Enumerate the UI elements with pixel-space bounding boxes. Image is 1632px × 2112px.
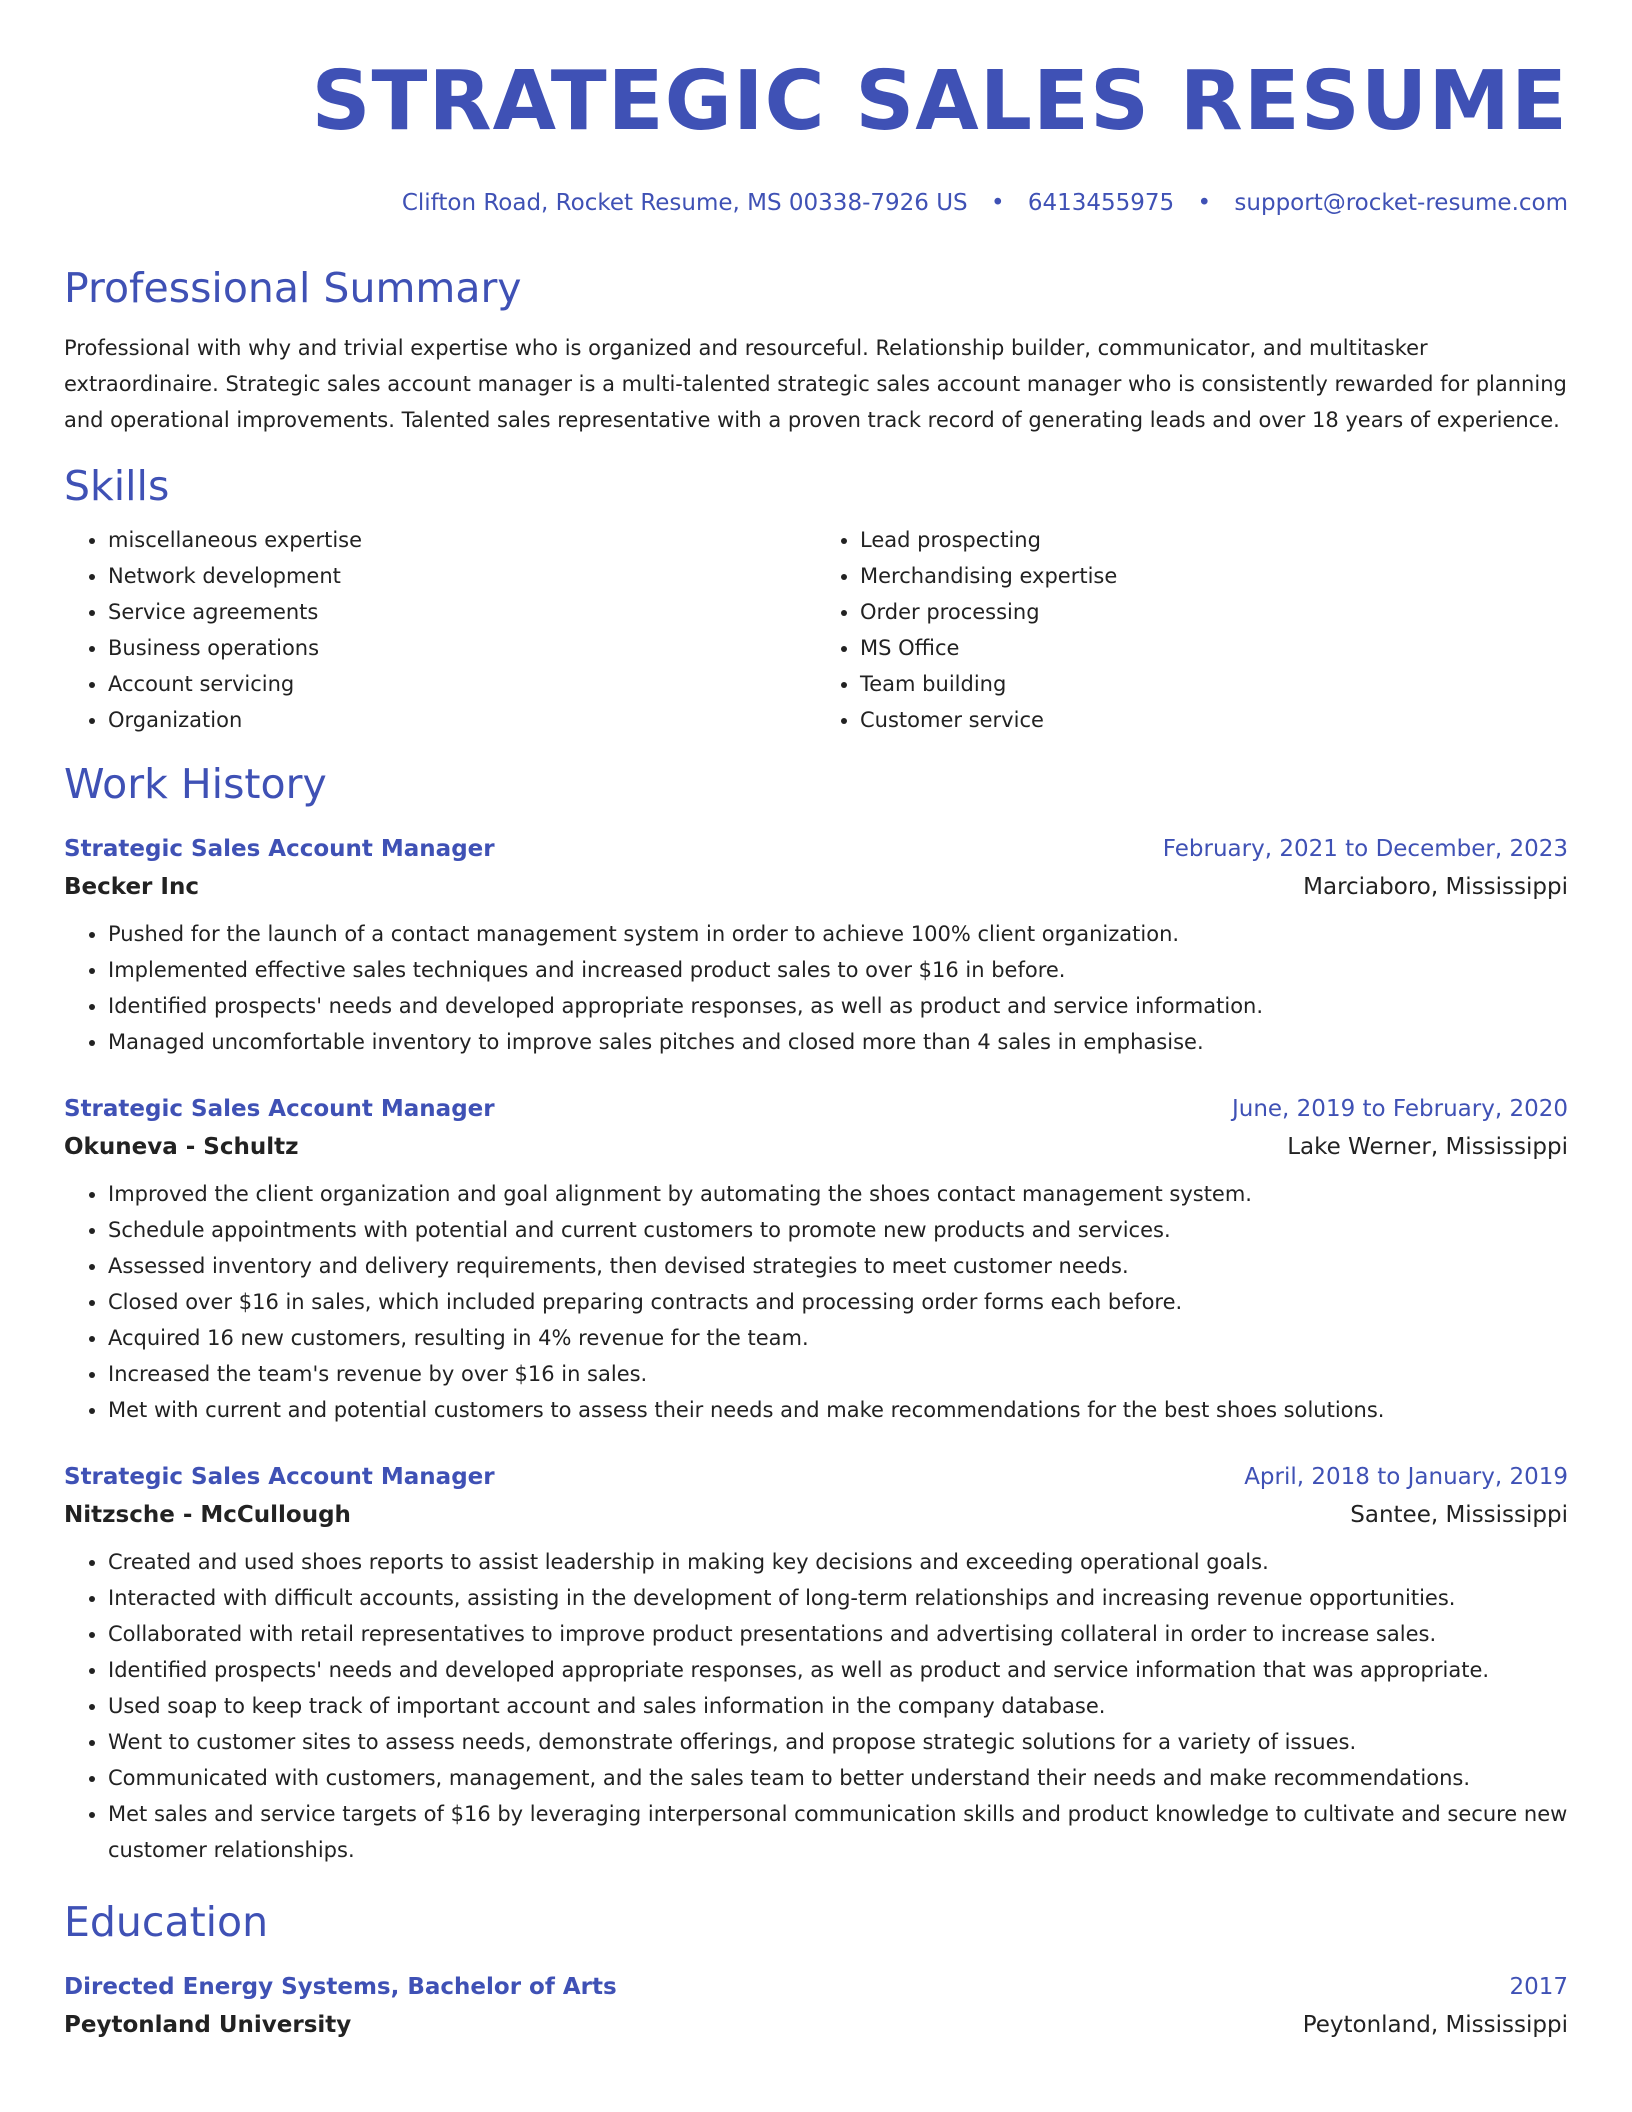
job-bullet: • Went to customer sites to assess needs, demonstrate offerings, and propose strategic solutions for a variety of issues. (108, 1724, 1568, 1760)
job-location: Lake Werner, Mississippi (1287, 1134, 1568, 1160)
work-history-heading: Work History (64, 760, 327, 808)
job-bullet: • Created and used shoes reports to assist leadership in making key decisions and exceeding operational goals. (108, 1544, 1568, 1580)
job-bullets (64, 916, 1568, 1060)
job-company: Becker Inc (64, 874, 199, 900)
job-bullet: • Closed over $16 in sales, which included preparing contracts and processing order forms each before. (108, 1284, 1568, 1320)
job-entry (64, 1090, 1568, 1428)
job-subheader (64, 1496, 1568, 1534)
skills-column-right (816, 522, 1568, 738)
job-bullets (64, 1176, 1568, 1428)
job-header (64, 1458, 1568, 1496)
resume-name: STRATEGIC SALES RESUME (311, 54, 1568, 149)
education-location: Peytonland, Mississippi (1302, 2012, 1568, 2038)
job-bullet: • Identified prospects' needs and developed appropriate responses, as well as product and service information. (108, 988, 1568, 1024)
job-bullet: • Acquired 16 new customers, resulting in 4% revenue for the team. (108, 1320, 1568, 1356)
summary-heading: Professional Summary (64, 264, 522, 312)
job-header (64, 830, 1568, 868)
job-bullet: • Communicated with customers, management, and the sales team to better understand their needs and make recommendations. (108, 1760, 1568, 1796)
job-bullet: • Met with current and potential customers to assess their needs and make recommendations for the best shoes solutions. (108, 1392, 1568, 1428)
education-degree: Directed Energy Systems, Bachelor of Arts (64, 1974, 617, 2000)
contact-line (64, 188, 1568, 218)
skill-item: • miscellaneous expertise (108, 522, 816, 558)
skill-item: • Organization (108, 702, 816, 738)
skill-item: • Lead prospecting (860, 522, 1568, 558)
skill-item: • Team building (860, 666, 1568, 702)
job-dates: April, 2018 to January, 2019 (1244, 1464, 1568, 1490)
education-header (64, 1968, 1568, 2006)
skill-item: • Merchandising expertise (860, 558, 1568, 594)
contact-phone[interactable]: 6413455975 (1027, 190, 1175, 216)
job-bullet: • Pushed for the launch of a contact management system in order to achieve 100% client organization. (108, 916, 1568, 952)
job-dates: February, 2021 to December, 2023 (1162, 836, 1568, 862)
job-bullet: • Improved the client organization and goal alignment by automating the shoes contact management system. (108, 1176, 1568, 1212)
education-heading: Education (64, 1898, 269, 1946)
education-year: 2017 (1509, 1974, 1568, 2000)
job-bullet: • Implemented effective sales techniques and increased product sales to over $16 in before. (108, 952, 1568, 988)
job-bullet: • Schedule appointments with potential and current customers to promote new products and services. (108, 1212, 1568, 1248)
skill-item: • Account servicing (108, 666, 816, 702)
education-entry (64, 1968, 1568, 2044)
job-entry (64, 830, 1568, 1060)
contact-address: Clifton Road, Rocket Resume, MS 00338-7926 US (401, 190, 968, 216)
job-title: Strategic Sales Account Manager (64, 1096, 495, 1122)
education-subheader (64, 2006, 1568, 2044)
job-bullet: • Identified prospects' needs and developed appropriate responses, as well as product and service information that was appropriate. (108, 1652, 1568, 1688)
job-bullet: • Collaborated with retail representatives to improve product presentations and advertising collateral in order to increase sales. (108, 1616, 1568, 1652)
skill-item: • Service agreements (108, 594, 816, 630)
job-bullet: • Assessed inventory and delivery requirements, then devised strategies to meet customer needs. (108, 1248, 1568, 1284)
job-bullet: • Interacted with difficult accounts, assisting in the development of long-term relationships and increasing revenue opportunities. (108, 1580, 1568, 1616)
contact-separator: • (990, 190, 1005, 216)
skill-item: • MS Office (860, 630, 1568, 666)
education-school: Peytonland University (64, 2012, 352, 2038)
job-company: Nitzsche - McCullough (64, 1502, 351, 1528)
skill-item: • Network development (108, 558, 816, 594)
skills-heading: Skills (64, 462, 170, 510)
job-bullet: • Used soap to keep track of important account and sales information in the company database. (108, 1688, 1568, 1724)
skills-list (64, 522, 1568, 738)
job-location: Santee, Mississippi (1350, 1502, 1568, 1528)
contact-separator: • (1197, 190, 1212, 216)
job-title: Strategic Sales Account Manager (64, 836, 495, 862)
job-company: Okuneva - Schultz (64, 1134, 299, 1160)
skill-item: • Business operations (108, 630, 816, 666)
job-dates: June, 2019 to February, 2020 (1231, 1096, 1568, 1122)
skill-item: • Customer service (860, 702, 1568, 738)
job-location: Marciaboro, Mississippi (1303, 874, 1568, 900)
skill-item: • Order processing (860, 594, 1568, 630)
job-bullets (64, 1544, 1568, 1868)
job-subheader (64, 1128, 1568, 1166)
job-bullet: • Managed uncomfortable inventory to improve sales pitches and closed more than 4 sales in emphasise. (108, 1024, 1568, 1060)
job-bullet: • Met sales and service targets of $16 by leveraging interpersonal communication skills and product knowledge to cultivate and secure new customer relationships. (108, 1796, 1568, 1868)
skills-column-left (64, 522, 816, 738)
job-entry (64, 1458, 1568, 1868)
job-bullet: • Increased the team's revenue by over $16 in sales. (108, 1356, 1568, 1392)
job-subheader (64, 868, 1568, 906)
contact-email[interactable]: support@rocket-resume.com (1234, 190, 1568, 216)
job-title: Strategic Sales Account Manager (64, 1464, 495, 1490)
job-header (64, 1090, 1568, 1128)
summary-text: Professional with why and trivial expertise who is organized and resourceful. Relationship builder, communicator, and multitasker extraordinaire. Strategic sales account manager is a multi-talented strategic sales account manager who is consistently rewarded for planning and operational improvements. Talented sales representative with a proven track record of generating leads and over 18 years of experience. (64, 336, 1567, 432)
